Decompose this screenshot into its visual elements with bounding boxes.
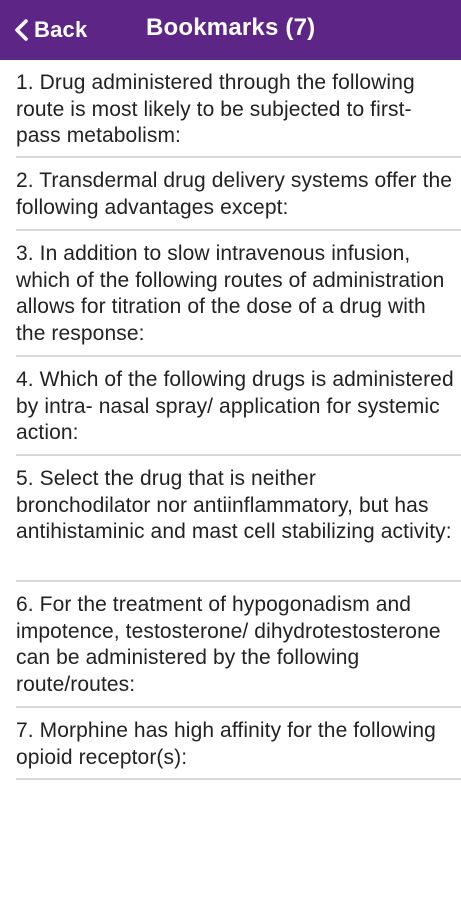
bookmark-text: 3. In addition to slow intravenous infusion, which of the following routes of administration allows for titration of the dose of a drug with the response: [16, 242, 445, 345]
chevron-left-icon [12, 18, 30, 42]
page-title: Bookmarks (7) [146, 14, 316, 41]
back-button[interactable] [12, 10, 87, 50]
bookmark-text: 1. Drug administered through the following route is most likely to be subjected to first-pass metabolism: [16, 71, 415, 147]
bookmark-item-1[interactable] [16, 60, 461, 158]
bookmark-text: 4. Which of the following drugs is administered by intra- nasal spray/ application for systemic action: [16, 368, 454, 444]
bookmark-item-3[interactable] [16, 231, 461, 357]
bookmark-item-7[interactable] [16, 708, 461, 780]
bookmark-item-5[interactable] [16, 456, 461, 582]
bookmark-text: 2. Transdermal drug delivery systems offer the following advantages except: [16, 169, 453, 219]
bookmark-item-6[interactable] [16, 582, 461, 708]
bookmark-text: 6. For the treatment of hypogonadism and impotence, testosterone/ dihydrotestosterone can be administered by the following route/routes: [16, 593, 441, 696]
bookmark-text: 5. Select the drug that is neither bronchodilator nor antiinflammatory, but has antihistaminic and mast cell stabilizing activity: [16, 467, 452, 543]
bookmark-item-2[interactable] [16, 158, 461, 231]
bookmark-text: 7. Morphine has high affinity for the following opioid receptor(s): [16, 719, 436, 769]
back-label: Back [34, 17, 88, 42]
top-bar [0, 0, 461, 60]
bookmark-item-4[interactable] [16, 357, 461, 456]
bookmark-list [16, 60, 461, 780]
